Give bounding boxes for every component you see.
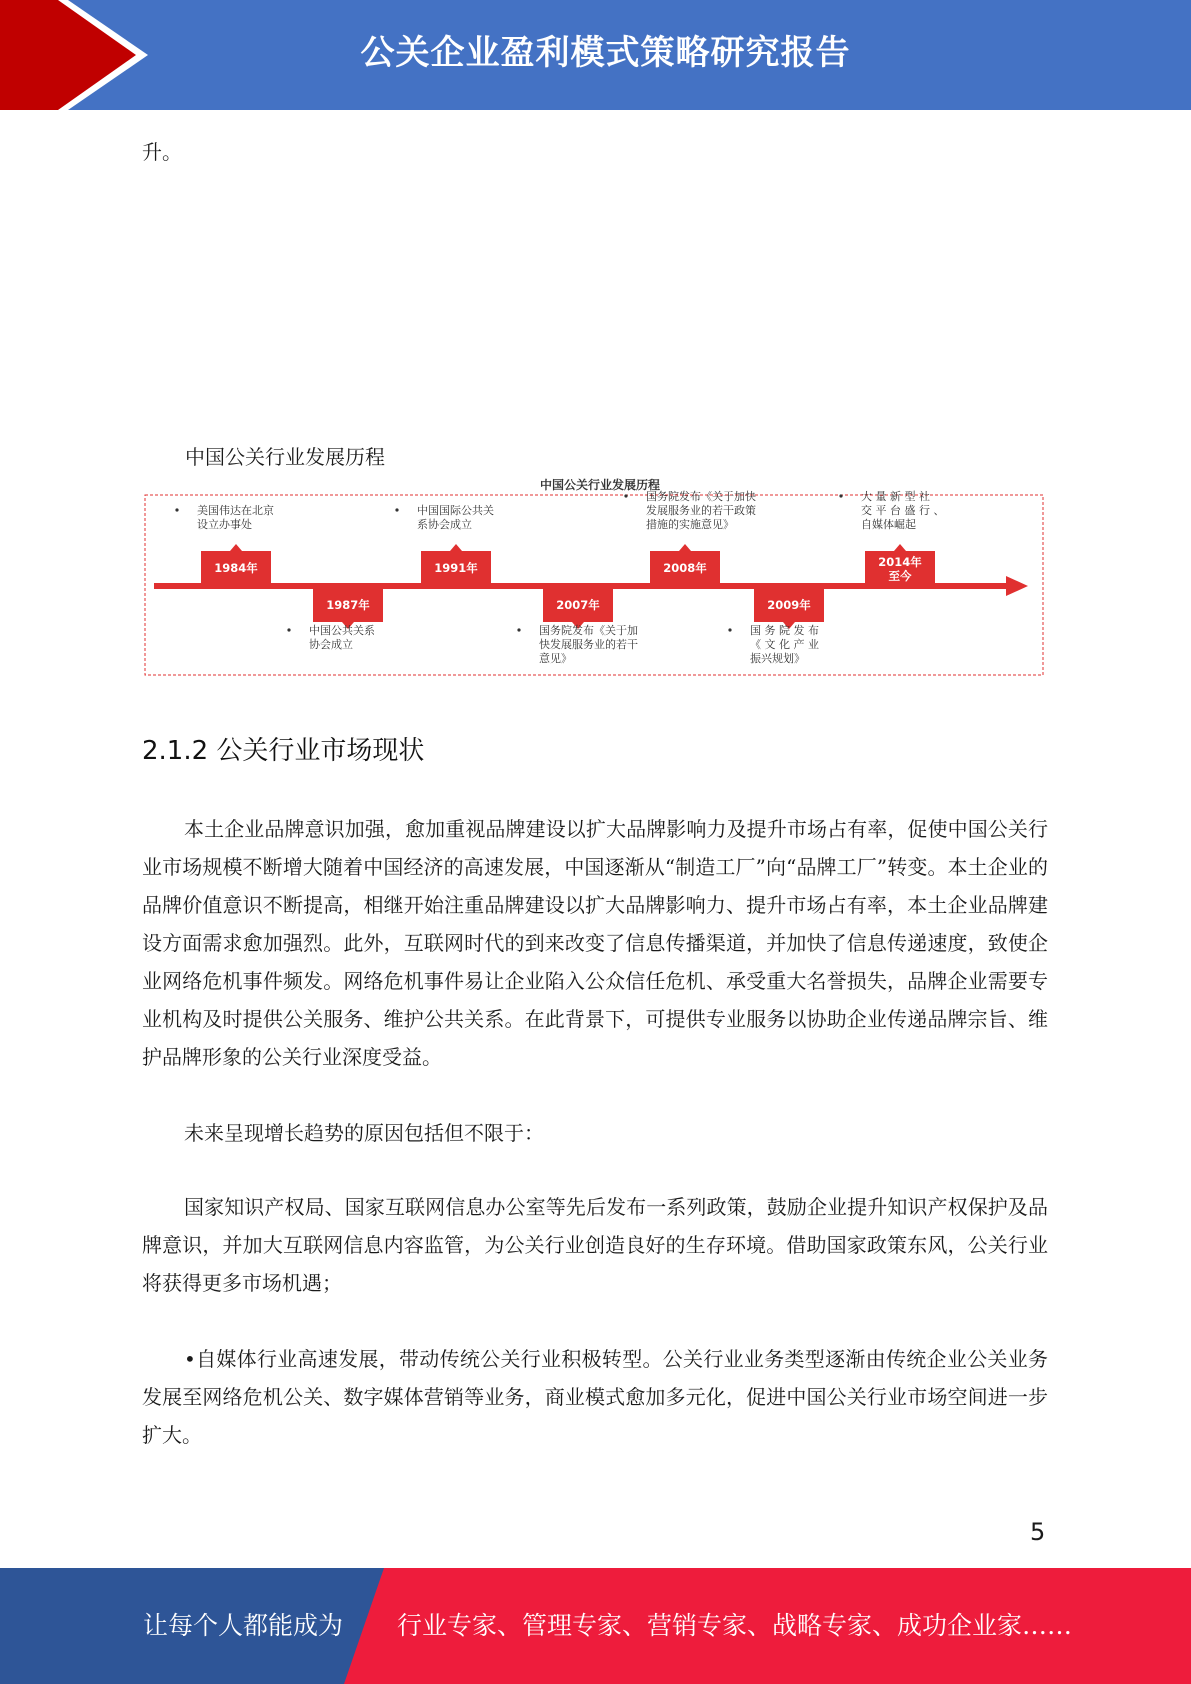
report-title: 公关企业盈利模式策略研究报告 [360,33,851,73]
year-pointer [450,544,462,551]
year-label: 1984年 [214,561,258,575]
event-description-line: 发展服务业的若干政策 [646,504,756,517]
timeline-event [624,489,756,585]
bullet-icon [728,628,731,631]
event-description-line: 快发展服务业的若干 [539,638,638,651]
year-label: 2014年 [878,555,922,569]
bullet-icon [395,508,398,511]
bullet-icon [839,494,842,497]
year-label-line2: 至今 [888,569,912,583]
event-description-line: 振兴规划》 [750,652,805,665]
timeline-event [728,588,824,665]
paragraph-1: 本土企业品牌意识加强，愈加重视品牌建设以扩大品牌影响力及提升市场占有率，促使中国公关行业市场规模不断增大随着中国经济的高速发展，中国逐渐从“制造工厂”向“品牌工厂”转变。本土企业的品牌价值意识不断提高，相继开始注重品牌建设以扩大品牌影响力、提升市场占有率，本土企业品牌建设方面需求愈加强烈。此外，互联网时代的到来改变了信息传播渠道，并加快了信息传递速度，致使企业网络危机事件频发。网络危机事件易让企业陷入公众信任危机、承受重大名誉损失，品牌企业需要专业机构及时提供公关服务、维护公共关系。在此背景下，可提供专业服务以协助企业传递品牌宗旨、维护品牌形象的公关行业深度受益。 [142,817,1048,1069]
figure-caption: 中国公关行业发展历程 [185,445,385,469]
event-description-line: 交 平 台 盛 行 、 [861,504,945,517]
event-description-line: 美国伟达在北京 [197,504,274,517]
year-pointer [230,544,242,551]
timeline-event [517,588,638,665]
page-header [0,0,1191,110]
event-description-line: 国务院发布《关于加快 [646,490,756,503]
page-footer [0,1568,1191,1684]
bullet-icon [517,628,520,631]
event-description-line: 协会成立 [309,638,353,651]
year-label: 2008年 [663,561,707,575]
year-pointer [679,544,691,551]
timeline-event [287,588,383,651]
event-description-line: 中国公共关系 [309,624,375,637]
event-description-line: 意见》 [539,652,572,665]
bullet-icon [624,494,627,497]
year-label: 2007年 [556,598,600,612]
event-description-line: 大 量 新 型 社 [861,490,930,503]
bullet-icon [175,508,178,511]
paragraph-3: 国家知识产权局、国家互联网信息办公室等先后发布一系列政策，鼓励企业提升知识产权保护及品牌意识，并加大互联网信息内容监管，为公关行业创造良好的生存环境。借助国家政策东风，公关行业将获得更多市场机遇； [142,1195,1048,1295]
bullet-icon [287,628,290,631]
timeline-event [395,503,494,585]
event-description-line: 措施的实施意见》 [646,518,734,531]
timeline-svg [140,472,1050,682]
year-label: 2009年 [767,598,811,612]
event-description-line: 《 文 化 产 业 [750,638,819,651]
timeline-arrow-icon [1006,576,1028,596]
event-description-line: 系协会成立 [417,518,472,531]
event-description-line: 自媒体崛起 [861,518,916,531]
timeline-event [175,503,274,585]
timeline-title: 中国公关行业发展历程 [539,478,661,492]
paragraph-2: 未来呈现增长趋势的原因包括但不限于： [184,1121,544,1145]
event-description-line: 国 务 院 发 布 [750,624,819,637]
year-label: 1987年 [326,598,370,612]
year-label: 1991年 [434,561,478,575]
paragraph-4: •自媒体行业高速发展，带动传统公关行业积极转型。公关行业业务类型逐渐由传统企业公关业务发展至网络危机公关、数字媒体营销等业务，商业模式愈加多元化，促进中国公关行业市场空间进一步扩大。 [142,1347,1048,1447]
timeline-figure [140,472,1050,682]
section-heading: 2.1.2 公关行业市场现状 [142,736,425,766]
event-description-line: 设立办事处 [197,518,252,531]
text-fragment: 升。 [142,140,182,164]
timeline-event [839,489,944,585]
year-pointer [894,544,906,551]
event-description-line: 中国国际公共关 [417,504,494,517]
footer-slogan-left: 让每个人都能成为 [143,1611,344,1640]
event-description-line: 国务院发布《关于加 [539,624,638,637]
footer-slogan-right: 行业专家、管理专家、营销专家、战略专家、成功企业家…… [397,1611,1073,1640]
page-number: 5 [1030,1518,1046,1546]
